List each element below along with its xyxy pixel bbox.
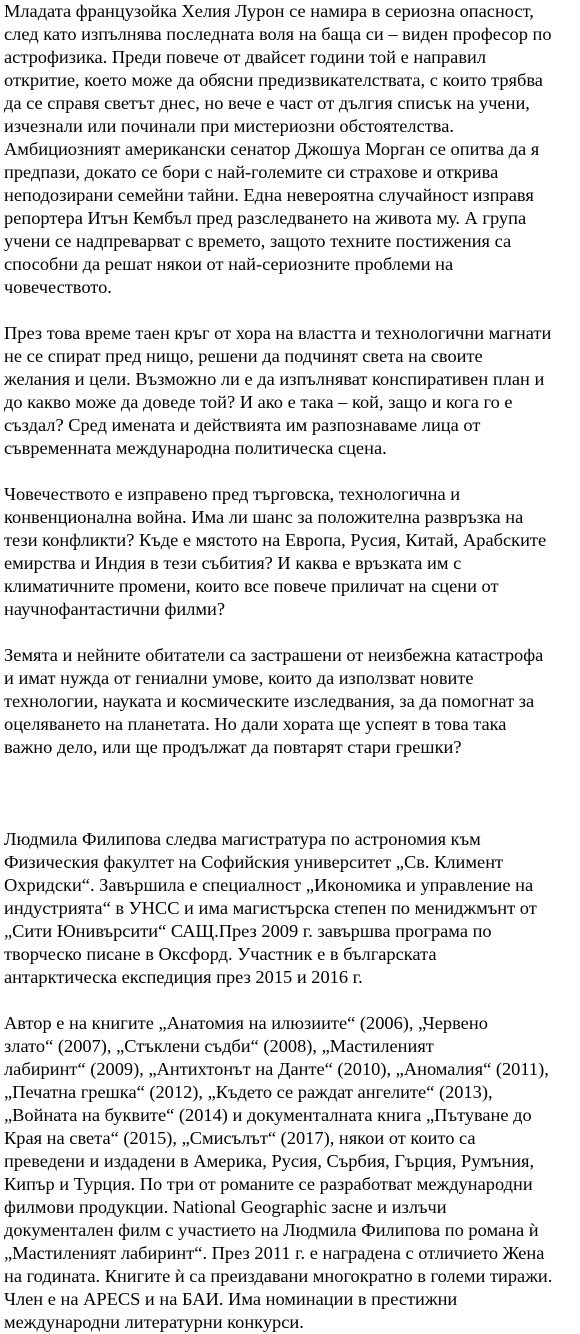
description-paragraph-4: Земята и нейните обитатели са застрашени от неизбежна катастрофа и имат нужда от гениални умове, които да използват новите технологии, науката и космическите изследвания, за да помогнат за оцеляването на планетата. Но дали хората ще успеят в това така важно дело, или ще продължат да повтарят стари грешки? — [4, 645, 544, 757]
author-bio-paragraph-1: Людмила Филипова следва магистратура по астрономия към Физическия факултет на Софийския университет „Св. Климент Охридски“. Завършила е специалност „Икономика и управление на индустрията“ в УНСС и има магистърска степен по мениджмънт от „Сити Юнивърсити“ САЩ.През 2009 г. завършва програма по творческо писане в Оксфорд. Участник е в българската антарктическа експедиция през 2015 и 2016 г. — [4, 829, 537, 987]
paragraph-spacer — [4, 460, 578, 483]
description-paragraph-1: Младата французойка Хелия Лурон се намира в сериозна опасност, след като изпълнява последната воля на баща си – виден професор по астрофизика. Преди повече от двайсет години той е направил откритие, което може да обясни предизвикателствата, с които трябва да се справя светът днес, но вече е част от дългия списък на учени, изчезнали или починали при мистериозни обстоятелства. Амбициозният американски сенатор Джошуа Морган се опитва да я предпази, докато се бори с най-големите си страхове и открива неподозирани семейни тайни. Една невероятна случайност изправя репортера Итън Кембъл пред разследването на живота му. А група учени се надпреварват с времето, защото техните постижения са способни да решат някои от най-сериозните проблеми на човечеството. — [4, 1, 552, 297]
description-paragraph-2: През това време таен кръг от хора на властта и технологични магнати не се спират пред нищо, решени да подчинят света на своите желания и цели. Възможно ли е да изпълняват конспиративен план и до какво може да доведе той? И ако е така – кой, защо и кога го е създал? Сред имената и действията им разпознаваме лица от съвременната международна политическа сцена. — [4, 323, 552, 458]
author-bio-paragraph-2: Автор е на книгите „Анатомия на илюзиите“ (2006), „Червено злато“ (2007), „Стъклени съдби“ (2008), „Мастиленият лабиринт“ (2009), „Антихтонът на Данте“ (2010), „Аномалия“ (2011), „Печатна грешка“ (2012), „Където се раждат ангелите“ (2013), „Войната на буквите“ (2014) и документалната книга „Пътуване до Края на света“ (2015), „Смисълът“ (2017), някои от които са преведени и издадени в Америка, Русия, Сърбия, Гърция, Румъния, Кипър и Турция. По три от романите се разработват международни филмови продукции. National Geographic засне и излъчи документален филм с участието на Людмила Филипова по романа ѝ „Мастиленият лабиринт“. През 2011 г. е наградена с отличието Жена на годината. Книгите ѝ са преиздавани многократно в големи тиражи. Член е на APECS и на БАИ. Има номинации в престижни международни литературни конкурси. — [4, 1013, 553, 1332]
paragraph-spacer — [4, 621, 578, 644]
paragraph-spacer — [4, 299, 578, 322]
document-page — [4, 0, 578, 1334]
paragraph-spacer — [4, 989, 578, 1012]
description-paragraph-3: Човечеството е изправено пред търговска, технологична и конвенционална война. Има ли шанс за положителна развръзка на тези конфликти? Къде е мястото на Европа, Русия, Китай, Арабските емирства и Индия в тези събития? И каква е връзката им с климатичните промени, които все повече приличат на сцени от научнофантастични филми? — [4, 484, 547, 619]
section-spacer — [4, 759, 578, 828]
